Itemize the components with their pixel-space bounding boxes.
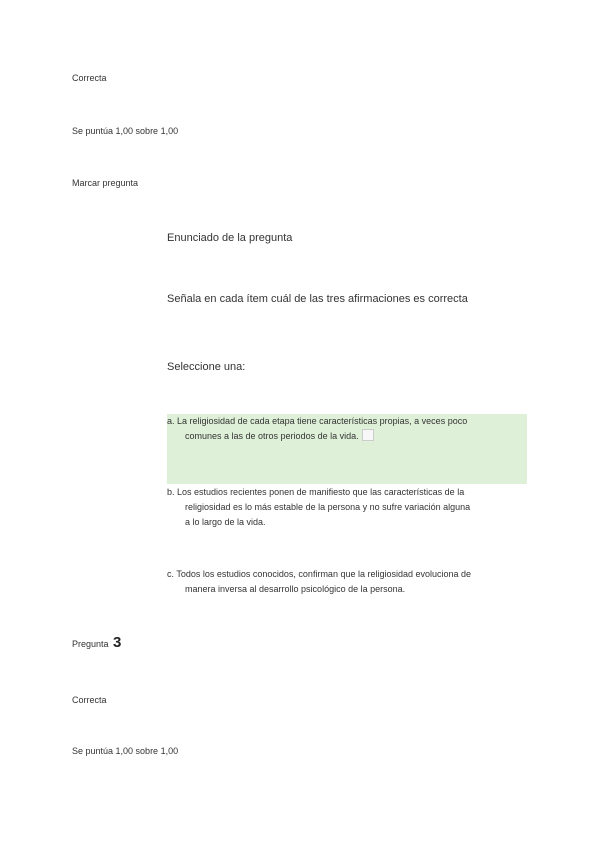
statement-heading: Enunciado de la pregunta (167, 232, 293, 244)
answer-option-c[interactable] (167, 567, 527, 597)
option-a-text2: comunes a las de otros periodos de la vida. (185, 431, 359, 441)
flag-question-link[interactable]: Marcar pregunta (72, 178, 139, 188)
q3-number: 3 (112, 634, 122, 651)
option-a-line2 (167, 429, 527, 444)
q3-label: Pregunta (72, 639, 109, 649)
option-b-letter: b. (167, 487, 175, 497)
option-b-text2: religiosidad es lo más estable de la persona y no sufre variación alguna (185, 502, 471, 512)
answer-option-a[interactable] (167, 414, 527, 484)
option-c-letter: c. (167, 569, 175, 579)
option-a-text1: La religiosidad de cada etapa tiene características propias, a veces poco (177, 416, 468, 426)
q2-grade: Se puntúa 1,00 sobre 1,00 (72, 126, 179, 136)
q2-status: Correcta (72, 73, 107, 83)
option-a-letter: a. (167, 416, 175, 426)
option-b-text1: Los estudios recientes ponen de manifiesto que las características de la (177, 487, 465, 497)
select-prompt: Seleccione una: (167, 361, 246, 373)
option-b-line1 (167, 485, 527, 500)
option-c-text1: Todos los estudios conocidos, confirman que la religiosidad evoluciona de (176, 569, 472, 579)
option-b-text3: a lo largo de la vida. (185, 517, 266, 527)
correct-check-icon (362, 429, 374, 441)
option-c-text2: manera inversa al desarrollo psicológico de la persona. (185, 584, 406, 594)
answer-option-b[interactable] (167, 485, 527, 530)
q3-status: Correcta (72, 695, 107, 705)
option-a-line1 (167, 414, 527, 429)
question-text: Señala en cada ítem cuál de las tres afirmaciones es correcta (167, 293, 468, 305)
option-c-line1 (167, 567, 527, 582)
q3-grade: Se puntúa 1,00 sobre 1,00 (72, 746, 179, 756)
q3-heading (72, 634, 121, 652)
